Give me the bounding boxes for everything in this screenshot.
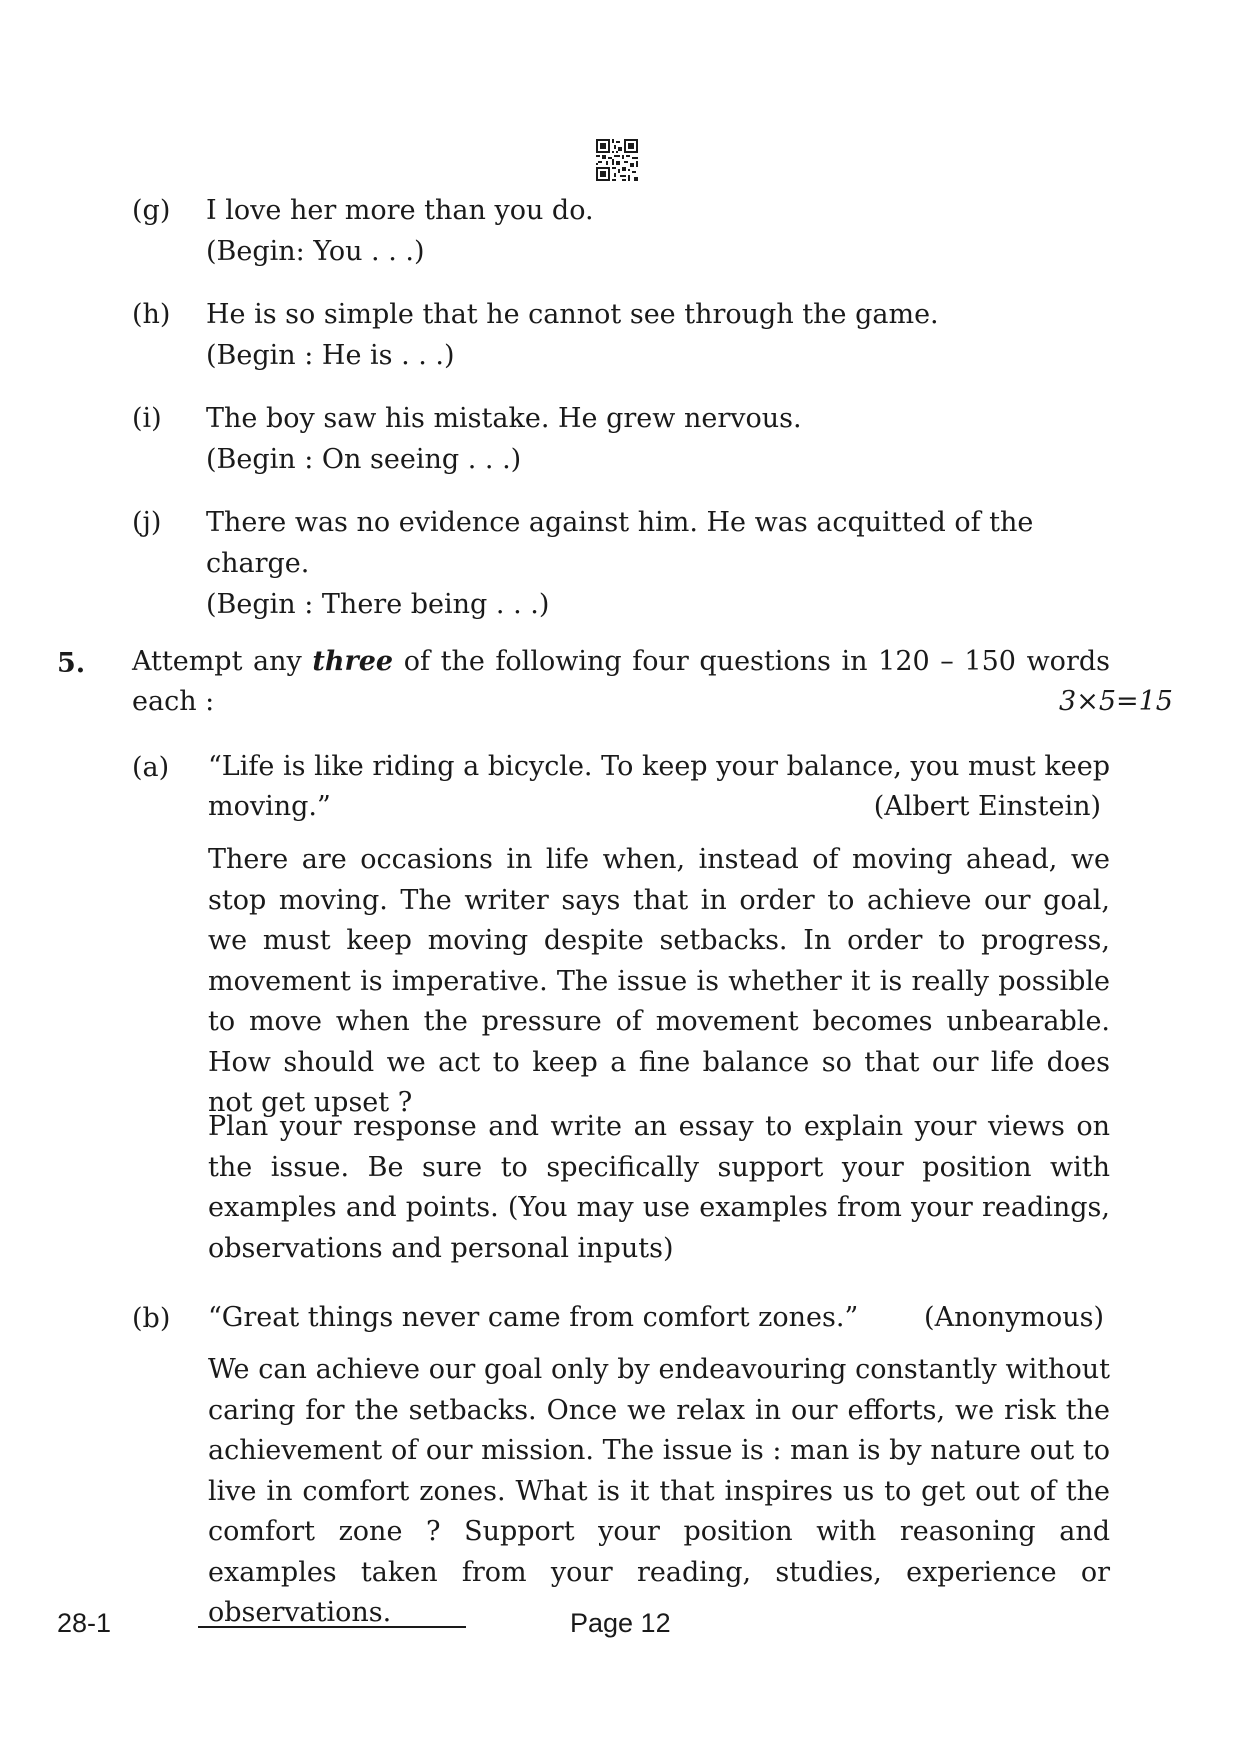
question-instruction: [132, 643, 1110, 681]
paper-code: 28-1: [57, 1608, 112, 1638]
footer-divider: [198, 1626, 466, 1628]
item-hint: (Begin: You . . .): [206, 236, 425, 267]
option-a-label: (a): [132, 752, 170, 783]
item-label: (h): [132, 299, 171, 330]
option-a-quote-line1: “Life is like riding a bicycle. To keep your balance, you must keep: [208, 751, 1110, 782]
item-sentence: I love her more than you do.: [206, 195, 594, 226]
option-b-quote: “Great things never came from comfort zones.”: [208, 1302, 859, 1333]
item-sentence: The boy saw his mistake. He grew nervous.: [206, 403, 802, 434]
option-b-attribution: (Anonymous): [924, 1302, 1104, 1333]
option-a-attribution: (Albert Einstein): [873, 791, 1101, 822]
instruction-start: Attempt any: [132, 646, 302, 677]
item-hint: (Begin : On seeing . . .): [206, 444, 522, 475]
qr-code-icon: [596, 139, 638, 181]
option-a-quote-line2: moving.”: [208, 791, 331, 822]
option-b-quote-row: [208, 1298, 1104, 1339]
question-number: 5.: [57, 648, 86, 679]
option-a-paragraph-2: Plan your response and write an essay to explain your views on the issue. Be sure to specifically support your position with examples and points. (You may use examples from your readings, observations and personal inputs): [208, 1111, 1110, 1264]
marks-allocation: 3×5=15: [1059, 686, 1173, 717]
option-b-paragraph: We can achieve our goal only by endeavouring constantly without caring for the setbacks. Once we relax in our efforts, we risk the achievement of our mission. The issue is : man is by nature out to live in comfort zones. What is it that inspires us to get out of the comfort zone ? Support your position with reasoning and examples taken from your reading, studies, experience or observations.: [208, 1354, 1110, 1628]
option-b-label: (b): [132, 1303, 171, 1334]
item-label: (j): [132, 507, 162, 538]
item-sentence: There was no evidence against him. He was acquitted of the charge.: [206, 507, 1034, 579]
instruction-end: of the following four questions in 120 – 150 words: [403, 646, 1110, 677]
item-hint: (Begin : There being . . .): [206, 589, 550, 620]
question-instruction-line2: each :: [132, 686, 215, 717]
option-a-paragraph-1: There are occasions in life when, instead of moving ahead, we stop moving. The writer says that in order to achieve our goal, we must keep moving despite setbacks. In order to progress, movement is imperative. The issue is whether it is really possible to move when the pressure of movement becomes unbearable. How should we act to keep a fine balance so that our life does not get upset ?: [208, 844, 1110, 1118]
item-sentence: He is so simple that he cannot see through the game.: [206, 299, 939, 330]
instruction-emphasis: three: [312, 646, 394, 677]
option-a-quote-line2-row: [208, 787, 1101, 828]
item-hint: (Begin : He is . . .): [206, 340, 455, 371]
item-label: (g): [132, 195, 171, 226]
page-number: Page 12: [570, 1608, 671, 1638]
item-label: (i): [132, 403, 162, 434]
